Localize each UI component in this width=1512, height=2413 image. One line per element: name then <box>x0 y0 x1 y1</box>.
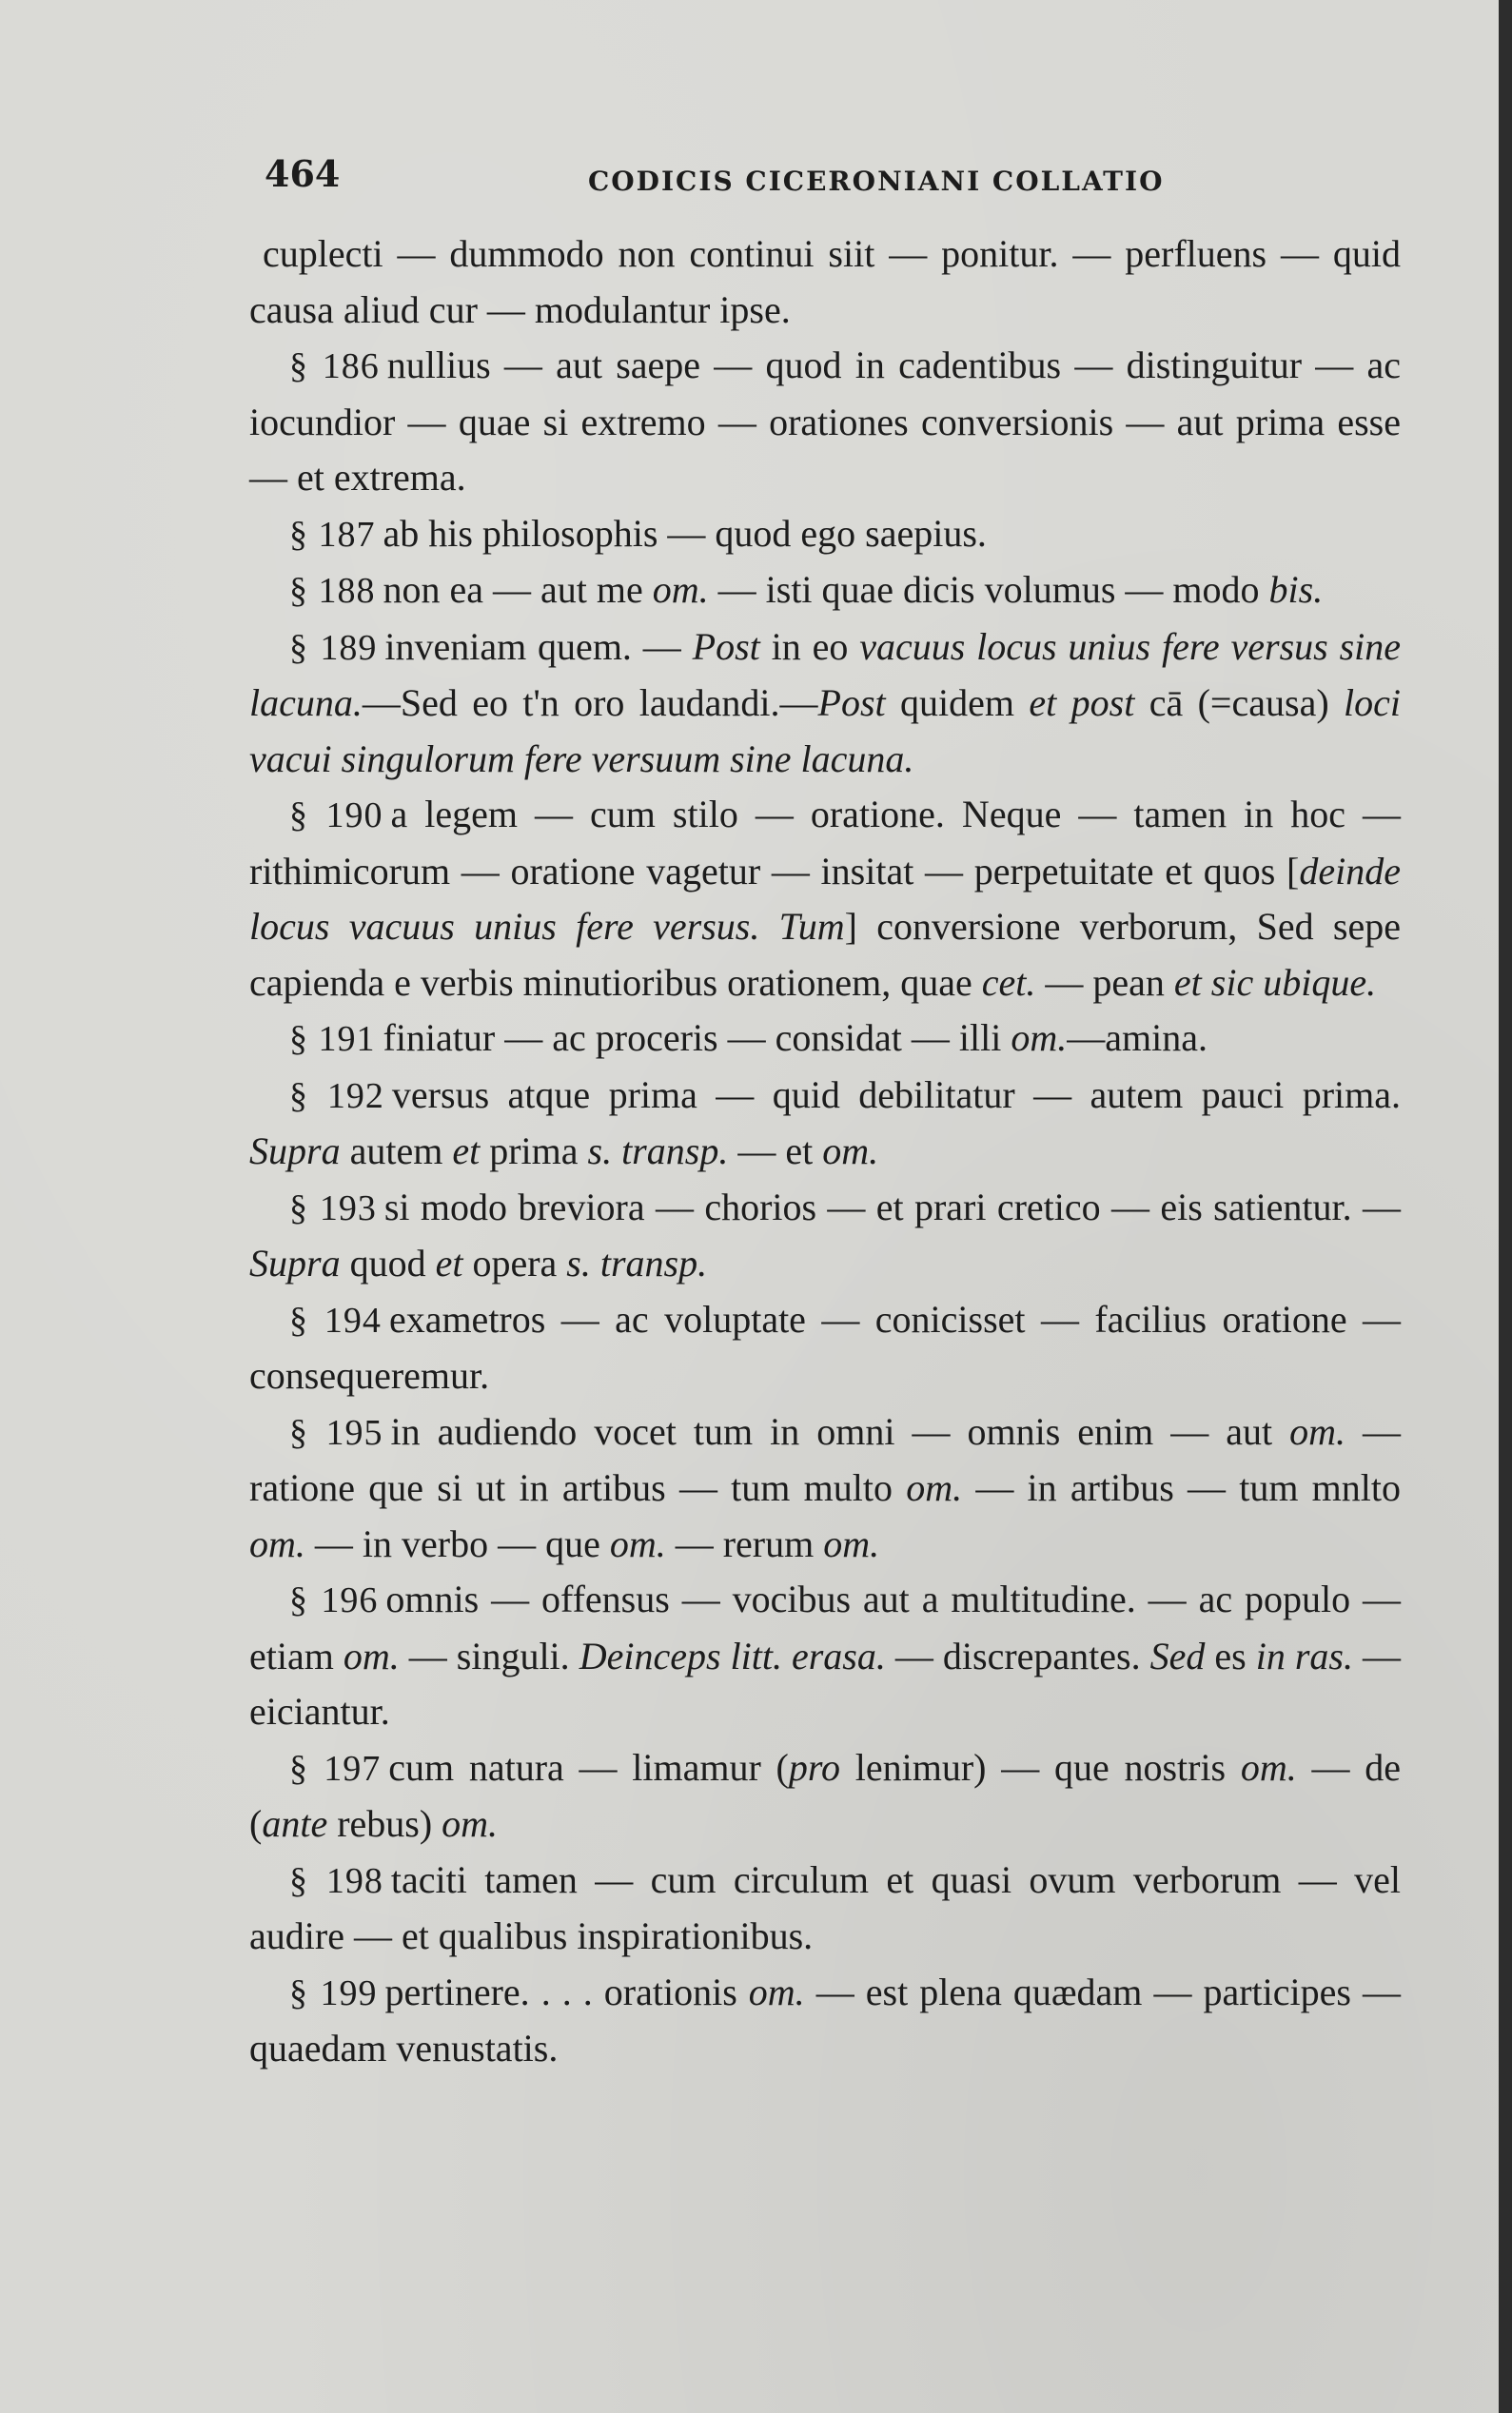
text-run: finiatur — ac proceris — considat — illi <box>383 1016 1011 1059</box>
italic-text-run: Post <box>692 624 760 668</box>
paragraph <box>249 338 1401 506</box>
body-text <box>249 226 1401 2077</box>
text-run: cā (=causa) <box>1134 681 1345 724</box>
section-number: § 190 <box>289 795 383 835</box>
paragraph <box>249 1740 1401 1853</box>
text-run: — discrepantes. <box>885 1634 1150 1677</box>
italic-text-run: cet. <box>981 960 1036 1004</box>
italic-text-run: Supra <box>249 1129 341 1172</box>
text-run: — pean <box>1035 960 1174 1004</box>
text-run: cum natura — limamur ( <box>388 1745 789 1789</box>
section-number: § 192 <box>289 1075 384 1116</box>
italic-text-run: om. <box>1289 1409 1346 1453</box>
paragraph <box>249 1010 1401 1068</box>
italic-text-run: om. <box>823 1521 880 1565</box>
section-number: § 187 <box>289 514 376 555</box>
paragraph <box>249 787 1401 1010</box>
text-run: ab his philosophis — quod ego saepius. <box>383 511 987 555</box>
italic-text-run: om. <box>1240 1745 1297 1789</box>
italic-text-run: om. <box>442 1802 499 1845</box>
italic-text-run: Supra <box>249 1242 341 1285</box>
italic-text-run: s. transp. <box>587 1129 729 1172</box>
text-run: opera <box>462 1242 567 1285</box>
italic-text-run: vacuus locus unius fere versus sine lacuna. <box>249 624 1402 724</box>
italic-text-run: deinde locus vacuus unius fere versus. Tum <box>249 849 1401 948</box>
text-run: —amina. <box>1067 1016 1208 1059</box>
paragraph <box>249 1965 1401 2077</box>
text-run: quod <box>340 1242 436 1285</box>
running-title: CODICIS CICERONIANI COLLATIO <box>588 166 1165 197</box>
italic-text-run: et post <box>1029 681 1135 724</box>
section-number: § 189 <box>289 627 378 668</box>
italic-text-run: om. <box>1011 1016 1068 1059</box>
section-number: § 186 <box>289 346 380 386</box>
paragraph <box>249 619 1401 788</box>
italic-text-run: s. transp. <box>566 1242 708 1285</box>
text-run: — eiciantur. <box>249 1634 1401 1733</box>
text-run: — in verbo — que <box>304 1521 610 1565</box>
paragraph <box>249 506 1401 563</box>
text-run: —Sed eo t'n oro laudandi.— <box>362 681 818 724</box>
italic-text-run: om. <box>343 1634 400 1677</box>
section-number: § 193 <box>289 1187 377 1228</box>
text-run: pertinere. . . . orationis <box>384 1970 749 2013</box>
italic-text-run: et <box>452 1129 481 1172</box>
italic-text-run: bis. <box>1268 568 1324 611</box>
section-number: § 191 <box>289 1019 376 1059</box>
section-number: § 188 <box>289 571 376 611</box>
italic-text-run: om. <box>249 1521 305 1565</box>
paragraph <box>249 1853 1401 1965</box>
text-run: — in artibus — tum mnlto <box>962 1466 1402 1509</box>
text-run: quidem <box>885 681 1030 724</box>
paragraph <box>249 562 1401 619</box>
italic-text-run: et <box>435 1242 463 1285</box>
italic-text-run: Post <box>817 681 886 724</box>
italic-text-run: Sed <box>1149 1634 1206 1677</box>
text-run: cuplecti — dummodo non continui siit — ponitur. — perfluens — quid causa aliud cur — modulantur ipse. <box>249 232 1401 331</box>
page-number: 464 <box>265 152 341 195</box>
text-run: — isti quae dicis volumus — modo <box>708 568 1269 611</box>
text-run: — est plena quædam — participes — quaedam venustatis. <box>249 1970 1401 2070</box>
text-run: es <box>1205 1634 1256 1677</box>
text-run: in eo <box>759 624 860 668</box>
text-run: — et <box>728 1129 823 1172</box>
section-number: § 194 <box>289 1300 382 1341</box>
section-number: § 196 <box>289 1580 379 1620</box>
text-run: autem <box>340 1129 453 1172</box>
page-edge-shadow <box>1499 0 1512 2413</box>
text-run: ] conversione verborum, Sed sepe capienda e verbis minutioribus orationem, quae <box>249 905 1401 1004</box>
paragraph <box>249 1292 1401 1404</box>
italic-text-run: pro <box>788 1745 840 1789</box>
section-number: § 198 <box>289 1860 383 1901</box>
text-run: — singuli. <box>399 1634 579 1677</box>
text-run: — rerum <box>665 1521 824 1565</box>
text-run: lenimur) — que nostris <box>839 1745 1241 1789</box>
paragraph <box>249 226 1401 338</box>
italic-text-run: om. <box>748 1970 805 2013</box>
text-run: exametros — ac voluptate — conicisset — facilius oratione — consequeremur. <box>249 1297 1402 1397</box>
text-run: non ea — aut me <box>383 568 653 611</box>
italic-text-run: om. <box>652 568 709 611</box>
italic-text-run: loci vacui singulorum fere versuum sine lacuna. <box>249 681 1402 780</box>
paragraph <box>249 1572 1401 1740</box>
text-run: inveniam quem. — <box>384 624 693 668</box>
paragraph <box>249 1068 1401 1180</box>
italic-text-run: Deinceps litt. erasa. <box>579 1634 886 1677</box>
section-number: § 197 <box>289 1748 382 1789</box>
text-run: rebus) <box>327 1802 442 1845</box>
paragraph <box>249 1404 1401 1573</box>
section-number: § 195 <box>289 1412 383 1453</box>
text-run: in audiendo vocet tum in omni — omnis enim — aut <box>390 1409 1290 1453</box>
paragraph <box>249 1180 1401 1292</box>
text-run: a legem — cum stilo — oratione. Neque — tamen in hoc — rithimicorum — oratione vagetur — insitat — perpetuitate et quos [ <box>249 793 1402 893</box>
section-number: § 199 <box>289 1972 378 2013</box>
italic-text-run: om. <box>822 1129 879 1172</box>
italic-text-run: ante <box>262 1802 328 1845</box>
text-run: versus atque prima — quid debilitatur — autem pauci prima. <box>391 1072 1401 1116</box>
text-run: — ratione que si ut in artibus — tum multo <box>249 1409 1402 1509</box>
text-run: nullius — aut saepe — quod in cadentibus — distinguitur — ac iocundior — quae si extremo — orationes conversionis — aut prima esse — et extrema. <box>249 343 1401 499</box>
italic-text-run: in ras. <box>1255 1634 1353 1677</box>
italic-text-run: et sic ubique. <box>1173 960 1377 1004</box>
italic-text-run: om. <box>906 1466 963 1509</box>
text-run: omnis — offensus — vocibus aut a multitudine. — ac populo — etiam <box>249 1578 1401 1677</box>
text-run: taciti tamen — cum circulum et quasi ovum verborum — vel audire — et qualibus inspirationibus. <box>249 1857 1402 1957</box>
text-run: prima <box>480 1129 588 1172</box>
text-run: — de ( <box>249 1745 1402 1845</box>
page-header <box>265 152 1397 209</box>
italic-text-run: om. <box>609 1521 666 1565</box>
text-run: si modo breviora — chorios — et prari cretico — eis satientur. — <box>383 1185 1402 1228</box>
